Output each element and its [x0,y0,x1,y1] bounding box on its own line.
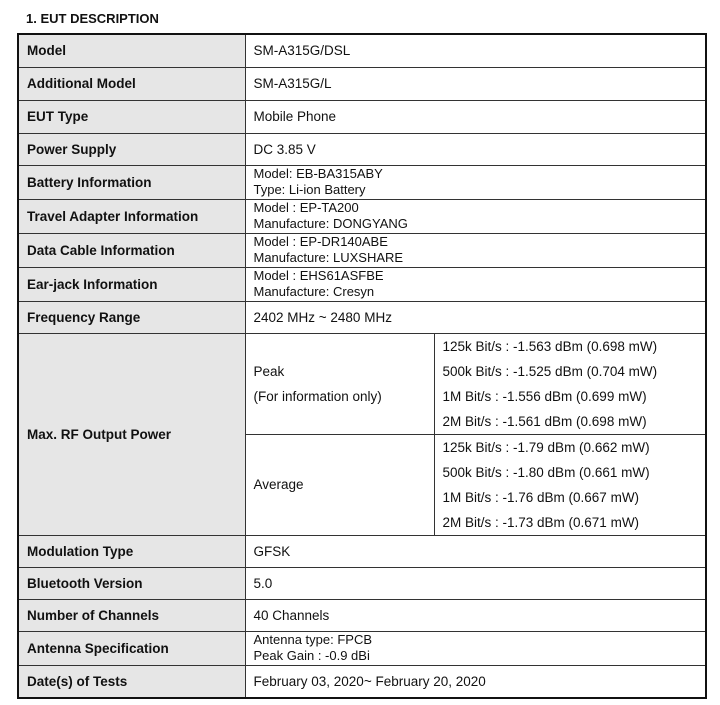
row-label: EUT Type [18,100,245,133]
row-value: DC 3.85 V [245,133,706,165]
value-line: Model : EHS61ASFBE [253,268,384,283]
power-value: 2M Bit/s : -1.561 dBm (0.698 mW) [442,413,647,429]
row-value [245,233,706,267]
power-value: 500k Bit/s : -1.80 dBm (0.661 mW) [442,464,650,480]
row-value: Mobile Phone [245,100,706,133]
row-value: GFSK [245,535,706,567]
row-label: Travel Adapter Information [18,199,245,233]
row-value [245,199,706,233]
table-row [18,535,706,567]
table-row [18,100,706,133]
average-mode-cell: Average [245,434,434,535]
table-row [18,165,706,199]
peak-mode-label: Peak [253,363,285,379]
row-label: Modulation Type [18,535,245,567]
value-line: Manufacture: LUXSHARE [253,250,404,265]
table-row [18,233,706,267]
row-label: Bluetooth Version [18,567,245,599]
table-row [18,67,706,100]
power-value: 2M Bit/s : -1.73 dBm (0.671 mW) [442,514,640,530]
row-label: Battery Information [18,165,245,199]
table-row [18,631,706,665]
row-value: SM-A315G/L [245,67,706,100]
row-value: 2402 MHz ~ 2480 MHz [245,301,706,333]
value-line: Type: Li-ion Battery [253,182,366,197]
value-line: Manufacture: DONGYANG [253,216,408,231]
value-line: Peak Gain : -0.9 dBi [253,648,370,663]
row-value: 5.0 [245,567,706,599]
peak-mode-note: (For information only) [253,388,382,404]
table-row [18,199,706,233]
row-value: SM-A315G/DSL [245,34,706,67]
power-value: 1M Bit/s : -1.76 dBm (0.667 mW) [442,489,640,505]
row-label: Model [18,34,245,67]
row-label: Date(s) of Tests [18,665,245,698]
value-line: Model: EB-BA315ABY [253,166,383,181]
table-row [18,133,706,165]
row-label: Power Supply [18,133,245,165]
table-row [18,34,706,67]
row-label: Number of Channels [18,599,245,631]
value-line: Model : EP-TA200 [253,200,359,215]
value-line: Model : EP-DR140ABE [253,234,388,249]
peak-values-cell [434,333,706,434]
value-line: Antenna type: FPCB [253,632,373,647]
row-value [245,631,706,665]
row-label: Antenna Specification [18,631,245,665]
table-row [18,665,706,698]
table-row [18,301,706,333]
row-label: Max. RF Output Power [18,333,245,535]
power-value: 125k Bit/s : -1.563 dBm (0.698 mW) [442,338,658,354]
row-value: 40 Channels [245,599,706,631]
row-label: Frequency Range [18,301,245,333]
power-value: 500k Bit/s : -1.525 dBm (0.704 mW) [442,363,658,379]
value-line: Manufacture: Cresyn [253,284,375,299]
power-value: 1M Bit/s : -1.556 dBm (0.699 mW) [442,388,647,404]
peak-mode-cell [245,333,434,434]
eut-description-table [17,33,707,699]
table-row [18,267,706,301]
row-value [245,165,706,199]
row-label: Data Cable Information [18,233,245,267]
row-value [245,267,706,301]
section-title: 1. EUT DESCRIPTION [26,11,159,26]
average-values-cell [434,434,706,535]
table-row [18,567,706,599]
table-row [18,333,706,434]
row-label: Additional Model [18,67,245,100]
power-value: 125k Bit/s : -1.79 dBm (0.662 mW) [442,439,650,455]
row-label: Ear-jack Information [18,267,245,301]
table-row [18,599,706,631]
row-value: February 03, 2020~ February 20, 2020 [245,665,706,698]
